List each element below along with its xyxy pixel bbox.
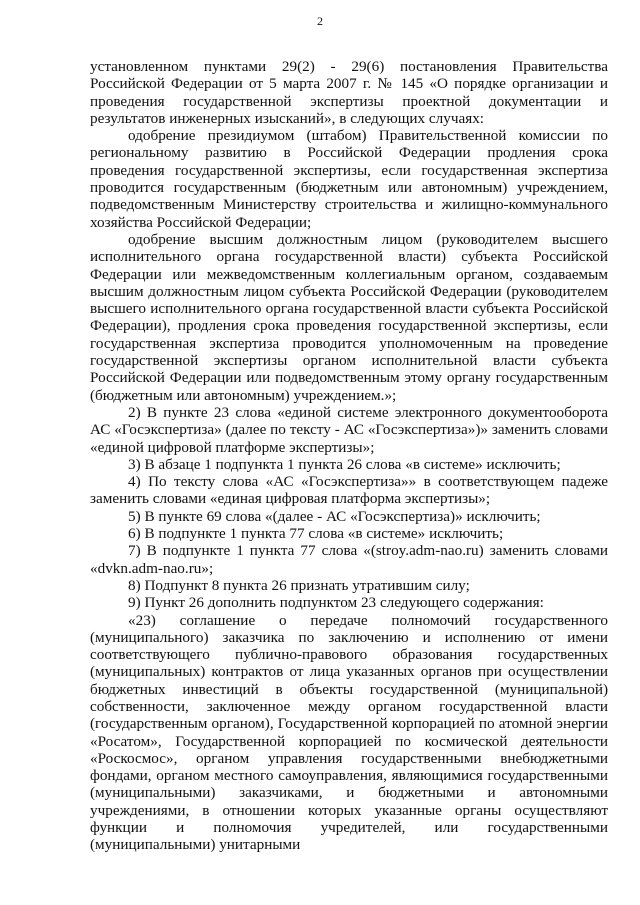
paragraph-case-regional-official: одобрение высшим должностным лицом (руководителем высшего исполнительного органа государственной власти) субъекта Российской Федерации или межведомственным коллегиальным органом, создаваемым высшим должностным лицом субъекта Российской Федерации (руководителем высшего исполнительного органа государственной власти субъекта Российской Федерации), продления срока проведения государственной экспертизы, если государственная экспертиза проводится уполномоченным на проведение государственной экспертизы органом исполнительной власти субъекта Российской Федерации или подведомственным этому органу государственным (бюджетным или автономным) учреждением.»; (90, 230, 608, 404)
paragraph-item-6: 6) В подпункте 1 пункта 77 слова «в системе» исключить; (128, 525, 504, 543)
paragraph-item-3: 3) В абзаце 1 подпункта 1 пункта 26 слова «в системе» исключить; (128, 455, 561, 473)
paragraph-item-5: 5) В пункте 69 слова «(далее - АС «Госэкспертиза)» исключить; (128, 507, 541, 525)
paragraph-item-2: 2) В пункте 23 слова «единой системе электронного документооборота АС «Госэкспертиза» (далее по тексту - АС «Госэкспертиза»)» заменить словами «единой цифровой платформе экспертизы»; (90, 403, 608, 456)
paragraph-item-4: 4) По тексту слова «АС «Госэкспертиза»» в соответствующем падеже заменить словами «единая цифровая платформа экспертизы»; (90, 473, 608, 508)
paragraph-item-7: 7) В подпункте 1 пункта 77 слова «(stroy.adm-nao.ru) заменить словами «dvkn.adm-nao.ru»; (90, 542, 608, 577)
paragraph-subitem-23: «23) соглашение о передаче полномочий государственного (муниципального) заказчика по заключению и исполнению от имени соответствующего публично-правового образования государственных (муниципальных) контрактов от лица указанных органов при осуществлении бюджетных инвестиций в объекты государственной (муниципальной) собственности, заключенное между органом государственной власти (государственным органом), Государственной корпорацией по атомной энергии «Росатом», Государственной корпорацией по космической деятельности «Роскосмос», органом управления государственными внебюджетными фондами, органом местного самоуправления, являющимися государственными (муниципальными) заказчиками, и бюджетными и автономными учреждениями, в отношении которых указанные органы осуществляют функции и полномочия учредителей, или государственными (муниципальными) унитарными (90, 611, 608, 854)
page-number: 2 (317, 14, 323, 28)
paragraph-case-presidium: одобрение президиумом (штабом) Правительственной комиссии по региональному развитию в Российской Федерации продления срока проведения государственной экспертизы, если государственная экспертиза проводится государственным (бюджетным или автономным) учреждением, подведомственным Министерству строительства и жилищно-коммунального хозяйства Российской Федерации; (90, 127, 608, 231)
paragraph-continuation: установленном пунктами 29(2) - 29(6) постановления Правительства Российской Федерации от 5 марта 2007 г. № 145 «О порядке организации и проведения государственной экспертизы проектной документации и результатов инженерных изысканий», в следующих случаях: (90, 58, 608, 127)
paragraph-item-8: 8) Подпункт 8 пункта 26 признать утратившим силу; (128, 576, 470, 594)
paragraph-item-9: 9) Пункт 26 дополнить подпунктом 23 следующего содержания: (128, 594, 544, 612)
document-body (90, 58, 608, 854)
